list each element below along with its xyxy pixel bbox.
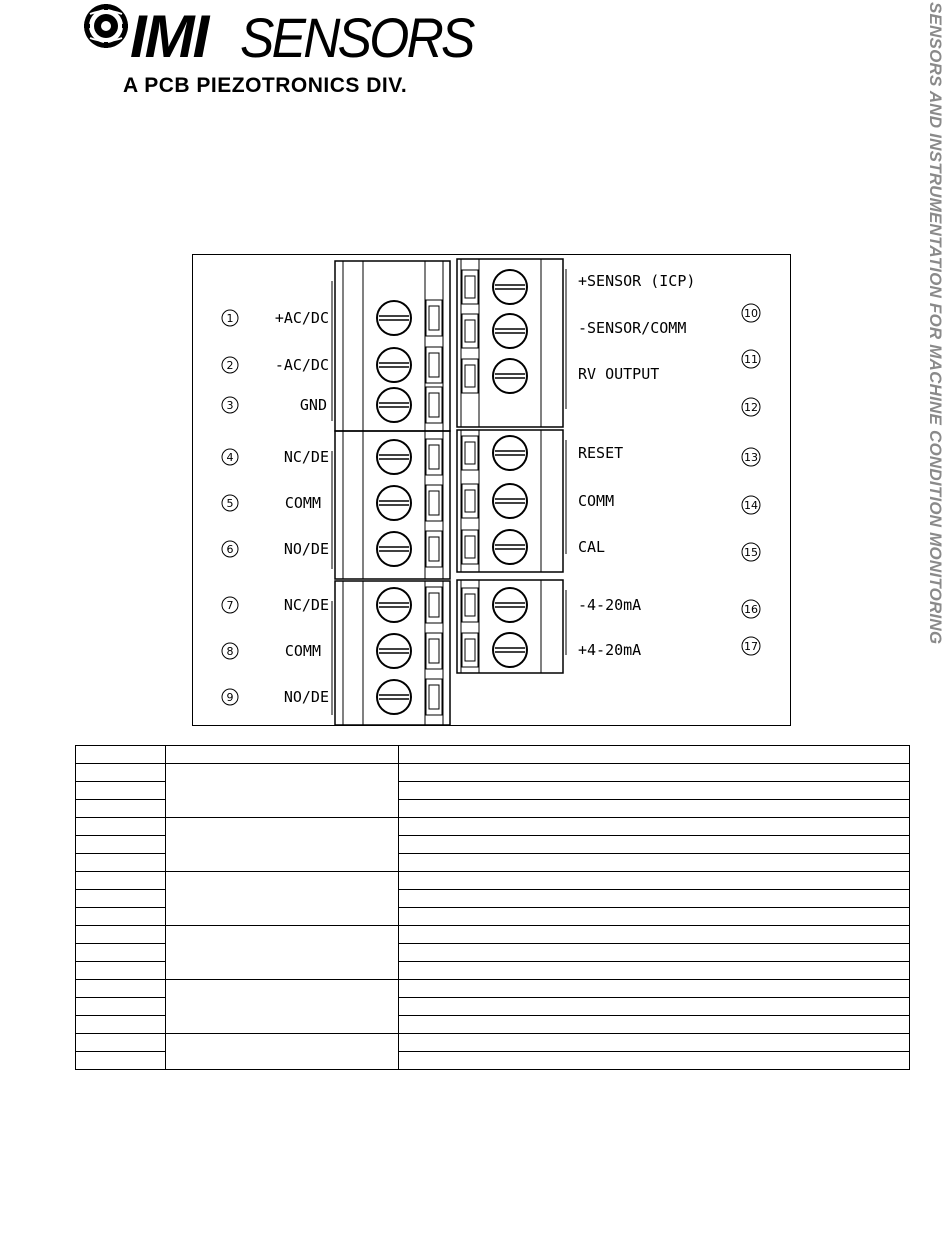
- terminal-block-drawing: [193, 255, 792, 727]
- table-row: [76, 926, 910, 944]
- table-cell-description: [399, 1034, 910, 1052]
- table-cell-group: [166, 764, 399, 818]
- terminal-label: +AC/DC: [274, 309, 329, 327]
- left-screw-8: [377, 634, 411, 668]
- table-cell-description: [399, 908, 910, 926]
- terminal-label: NO/DE: [283, 540, 329, 558]
- right-terminal-14: [578, 492, 760, 514]
- table-cell-pin: [76, 890, 166, 908]
- terminal-number: 14: [744, 499, 758, 512]
- terminal-label: -4-20mA: [578, 596, 642, 614]
- terminal-number: 12: [744, 401, 758, 414]
- terminal-label: RESET: [578, 444, 624, 462]
- right-terminal-17: [578, 637, 760, 659]
- table-cell-group: [166, 980, 399, 1034]
- table-cell-description: [399, 818, 910, 836]
- table-row: [76, 746, 910, 764]
- table-cell-group: [166, 872, 399, 926]
- table-cell-description: [399, 1016, 910, 1034]
- table-cell-group: [166, 1034, 399, 1070]
- right-screw-16: [493, 588, 527, 622]
- table-cell-description: [399, 746, 910, 764]
- left-screw-1: [377, 301, 411, 335]
- right-screw-11: [493, 314, 527, 348]
- terminal-number: 3: [226, 399, 234, 412]
- table-cell-pin: [76, 872, 166, 890]
- left-screw-9: [377, 680, 411, 714]
- table-cell-description: [399, 854, 910, 872]
- terminal-number: 15: [744, 546, 758, 559]
- terminal-number: 5: [226, 497, 234, 510]
- table-cell-description: [399, 926, 910, 944]
- left-terminal-5: [222, 494, 321, 512]
- right-screw-12: [493, 359, 527, 393]
- left-terminal-7: [222, 596, 329, 614]
- terminal-number: 10: [744, 307, 758, 320]
- terminal-label: NO/DE: [283, 688, 329, 706]
- terminal-number: 11: [744, 353, 758, 366]
- table-cell-group: [166, 818, 399, 872]
- left-terminal-1: [222, 309, 329, 327]
- table-cell-pin: [76, 926, 166, 944]
- table-cell-group: [166, 746, 399, 764]
- right-screw-10: [493, 270, 527, 304]
- table-cell-group: [166, 926, 399, 980]
- left-terminal-6: [222, 540, 329, 558]
- terminal-label: CAL: [578, 538, 606, 556]
- left-terminal-9: [222, 688, 329, 706]
- table-row: [76, 1034, 910, 1052]
- terminal-number: 13: [744, 451, 758, 464]
- right-screw-14: [493, 484, 527, 518]
- table-cell-pin: [76, 836, 166, 854]
- table-cell-pin: [76, 1034, 166, 1052]
- table-cell-pin: [76, 746, 166, 764]
- terminal-number: 7: [226, 599, 234, 612]
- right-terminal-16: [578, 596, 760, 618]
- table-cell-description: [399, 944, 910, 962]
- terminal-label: COMM: [284, 494, 321, 512]
- table-cell-description: [399, 1052, 910, 1070]
- table-cell-pin: [76, 998, 166, 1016]
- terminal-label: COMM: [578, 492, 615, 510]
- right-terminal-15: [578, 538, 760, 561]
- terminal-label: COMM: [284, 642, 321, 660]
- brand-secondary: SENSORS: [240, 6, 473, 69]
- table-cell-pin: [76, 962, 166, 980]
- table-cell-pin: [76, 854, 166, 872]
- terminal-label: NC/DE: [283, 448, 329, 466]
- table-cell-pin: [76, 764, 166, 782]
- side-tagline: [922, 2, 948, 932]
- table-cell-description: [399, 764, 910, 782]
- terminal-number: 2: [226, 359, 234, 372]
- table-cell-description: [399, 998, 910, 1016]
- left-screw-2: [377, 348, 411, 382]
- right-screw-17: [493, 633, 527, 667]
- terminal-number: 17: [744, 640, 758, 653]
- terminal-label: -AC/DC: [274, 356, 329, 374]
- table-row: [76, 980, 910, 998]
- terminal-label: NC/DE: [283, 596, 329, 614]
- table-row: [76, 764, 910, 782]
- table-cell-pin: [76, 1052, 166, 1070]
- table-cell-pin: [76, 800, 166, 818]
- table-cell-pin: [76, 1016, 166, 1034]
- terminal-number: 16: [744, 603, 758, 616]
- left-screw-6: [377, 532, 411, 566]
- brand-primary: IMI: [130, 3, 208, 70]
- right-terminal-11: [578, 319, 760, 368]
- terminal-number: 9: [226, 691, 234, 704]
- terminal-label: +4-20mA: [578, 641, 642, 659]
- left-screw-5: [377, 486, 411, 520]
- left-screw-3: [377, 388, 411, 422]
- left-screw-7: [377, 588, 411, 622]
- terminal-label: RV OUTPUT: [578, 365, 660, 383]
- table-cell-description: [399, 980, 910, 998]
- table-cell-description: [399, 962, 910, 980]
- table-cell-pin: [76, 818, 166, 836]
- terminal-label: -SENSOR/COMM: [578, 319, 687, 337]
- table-cell-description: [399, 836, 910, 854]
- left-terminal-3: [222, 396, 327, 414]
- left-terminal-8: [222, 642, 321, 660]
- left-terminal-4: [222, 448, 329, 466]
- table-row: [76, 872, 910, 890]
- table-cell-description: [399, 782, 910, 800]
- terminal-wiring-diagram: [192, 254, 791, 726]
- table-cell-pin: [76, 944, 166, 962]
- terminal-label: +SENSOR (ICP): [578, 272, 696, 290]
- left-screw-4: [377, 440, 411, 474]
- terminal-number: 1: [226, 312, 234, 325]
- side-tagline-text: SENSORS AND INSTRUMENTATION FOR MACHINE CONDITION MONITORING: [926, 2, 945, 645]
- right-terminal-13: [578, 444, 760, 466]
- table-cell-description: [399, 890, 910, 908]
- right-terminal-10: [578, 272, 760, 322]
- company-logo: [80, 0, 480, 105]
- table-cell-pin: [76, 980, 166, 998]
- right-terminal-12: [578, 365, 760, 416]
- terminal-number: 8: [226, 645, 234, 658]
- right-screw-13: [493, 436, 527, 470]
- pin-assignment-table: [75, 745, 910, 1070]
- table-cell-description: [399, 800, 910, 818]
- table-row: [76, 818, 910, 836]
- left-terminal-2: [222, 356, 329, 374]
- terminal-number: 6: [226, 543, 234, 556]
- table-cell-pin: [76, 908, 166, 926]
- table-cell-description: [399, 872, 910, 890]
- right-screw-15: [493, 530, 527, 564]
- table-cell-pin: [76, 782, 166, 800]
- brand-subtitle: A PCB PIEZOTRONICS DIV.: [123, 74, 408, 97]
- terminal-label: GND: [299, 396, 327, 414]
- terminal-number: 4: [226, 451, 234, 464]
